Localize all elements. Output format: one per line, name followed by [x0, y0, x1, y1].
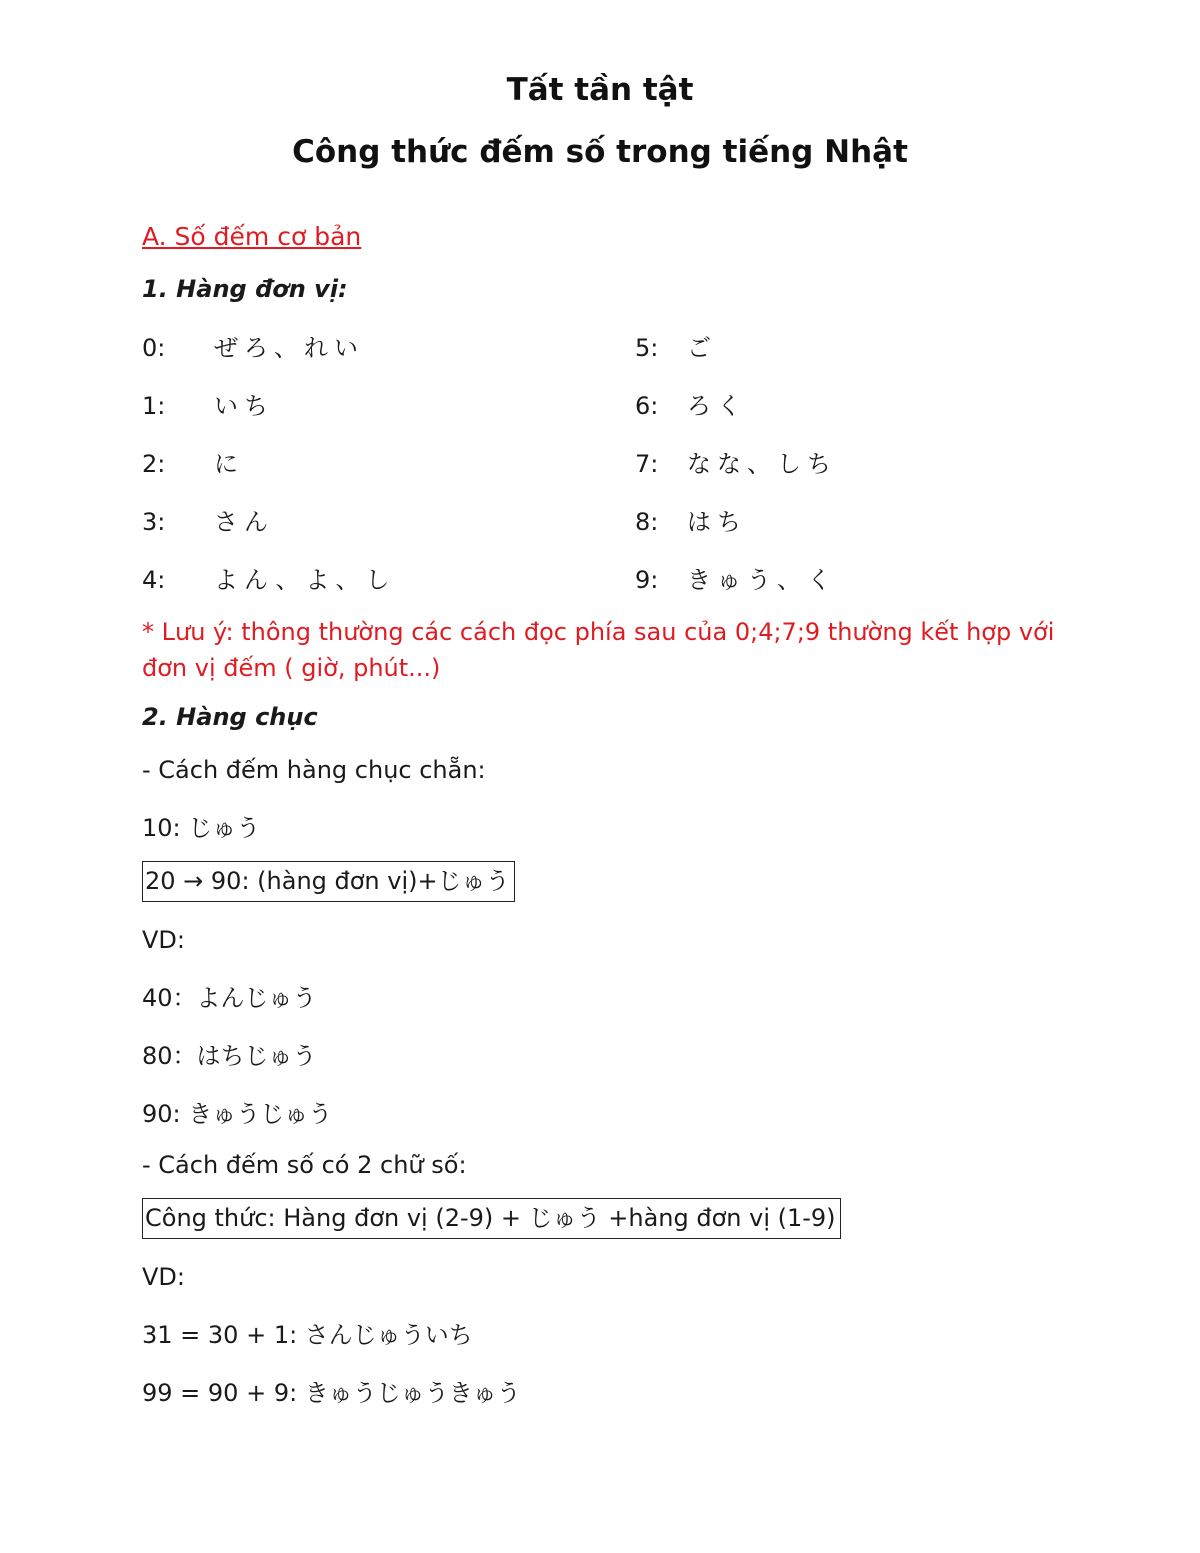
unit-row-0 — [142, 328, 364, 363]
unit-row-5 — [635, 328, 717, 363]
unit-number: 3: — [142, 508, 166, 536]
unit-number: 0: — [142, 334, 166, 362]
unit-kana: よん、よ、し — [214, 566, 396, 594]
unit-number: 9: — [635, 566, 659, 594]
unit-kana: なな、しち — [687, 450, 837, 478]
two-digit-example-99: 99 = 90 + 9: きゅうじゅうきゅう — [142, 1379, 521, 1407]
section-a-heading: A. Số đếm cơ bản — [142, 222, 362, 251]
unit-row-8 — [635, 502, 747, 537]
unit-number: 4: — [142, 566, 166, 594]
unit-row-2 — [142, 444, 244, 479]
unit-row-7 — [635, 444, 837, 479]
unit-row-6 — [635, 386, 747, 421]
unit-row-4 — [142, 560, 395, 595]
unit-number: 1: — [142, 392, 166, 420]
two-digit-example-31: 31 = 30 + 1: さんじゅういち — [142, 1321, 473, 1349]
unit-row-1 — [142, 386, 274, 421]
example-label-2: VD: — [142, 1263, 185, 1291]
unit-kana: に — [214, 450, 244, 478]
tens-heading: 2. Hàng chục — [142, 703, 318, 731]
units-heading: 1. Hàng đơn vị: — [142, 275, 348, 303]
unit-kana: ご — [687, 334, 717, 362]
round-tens-label: - Cách đếm hàng chục chẵn: — [142, 756, 486, 784]
example-label-1: VD: — [142, 926, 185, 954]
unit-row-9 — [635, 560, 837, 595]
formula-two-digit-box: Công thức: Hàng đơn vị (2-9) + じゅう +hàng đơn vị (1-9) — [142, 1198, 841, 1239]
document-title-line-2: Công thức đếm số trong tiếng Nhật — [292, 134, 908, 170]
unit-kana: さん — [214, 508, 274, 536]
ten-reading: 10: じゅう — [142, 814, 261, 842]
unit-kana: ろく — [687, 392, 747, 420]
unit-kana: はち — [687, 508, 747, 536]
formula-round-tens-box: 20 → 90: (hàng đơn vị)+じゅう — [142, 861, 515, 902]
two-digit-label: - Cách đếm số có 2 chữ số: — [142, 1151, 467, 1179]
round-example-40: 40：よんじゅう — [142, 984, 317, 1012]
unit-number: 6: — [635, 392, 659, 420]
document-title-line-1: Tất tần tật — [506, 72, 694, 108]
unit-kana: いち — [214, 392, 274, 420]
unit-number: 5: — [635, 334, 659, 362]
round-example-80: 80：はちじゅう — [142, 1042, 317, 1070]
unit-kana: きゅう、く — [687, 566, 837, 594]
units-note: * Lưu ý: thông thường các cách đọc phía sau của 0;4;7;9 thường kết hợp với đơn vị đếm ( giờ, phút...) — [142, 618, 1055, 682]
unit-number: 2: — [142, 450, 166, 478]
unit-row-3 — [142, 502, 274, 537]
unit-kana: ぜろ、れい — [214, 334, 364, 362]
round-example-90: 90: きゅうじゅう — [142, 1100, 333, 1128]
unit-number: 7: — [635, 450, 659, 478]
unit-number: 8: — [635, 508, 659, 536]
